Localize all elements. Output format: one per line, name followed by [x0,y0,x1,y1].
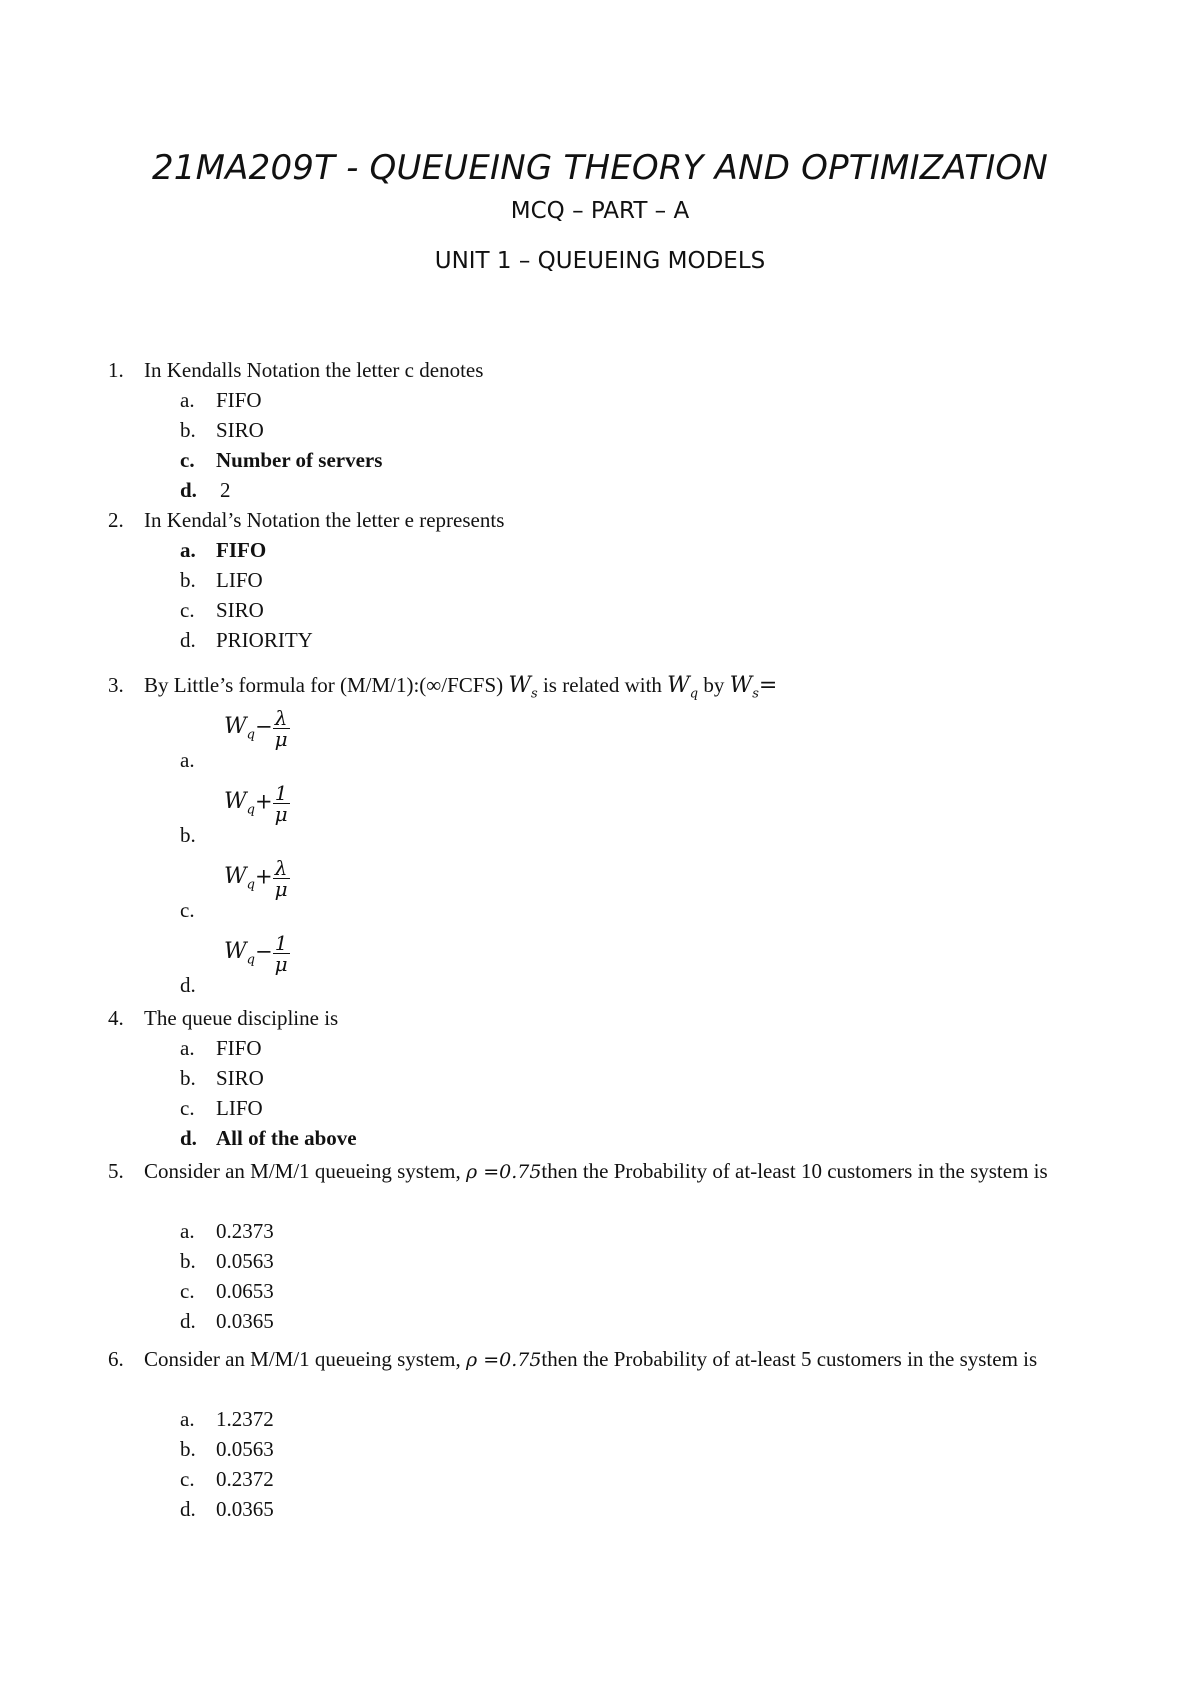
question-number: 4. [108,1006,124,1030]
question-text: Consider an M/M/1 queueing system, ρ =0.75then the Probability of at-least 5 customers in the system is [144,1347,1038,1371]
formula-3a: $W_q-$ $\frac{\lambda}{\mu}$ [224,706,288,751]
wq-symbol: $W_q$ [667,673,699,702]
ws-symbol: $W_s=$ [729,673,778,702]
rho-value: ρ =0.75 [465,1161,542,1183]
question-number: 1. [108,358,124,382]
question-text: The queue discipline is [144,1006,339,1030]
question-text: In Kendal’s Notation the letter e represents [144,508,505,532]
part-heading: MCQ – PART – A [510,198,690,224]
formula-3c: $W_q+$ $\frac{\lambda}{\mu}$ [224,856,288,901]
unit-heading: UNIT 1 – QUEUEING MODELS [434,248,766,274]
formula-3d: $W_q-$ $\frac{1}{\mu}$ [224,931,288,976]
formula-3b: $W_q+$ $\frac{1}{\mu}$ [224,781,288,826]
ws-symbol: $W_s$ [508,673,538,702]
question-number: 2. [108,508,124,532]
course-title: 21MA209T - QUEUEING THEORY AND OPTIMIZATION [151,148,1049,188]
question-number: 3. [108,673,124,697]
question-number: 5. [108,1159,124,1183]
question-text: In Kendalls Notation the letter c denotes [144,358,484,382]
question-number: 6. [108,1347,124,1371]
question-text: By Little’s formula for (M/M/1):(∞/FCFS) $W_s$ is related with $W_q$ by $W_s=$ [144,673,778,702]
rho-value: ρ =0.75 [465,1349,542,1371]
question-text: Consider an M/M/1 queueing system, ρ =0.75then the Probability of at-least 10 customers in the system is [144,1159,1048,1183]
